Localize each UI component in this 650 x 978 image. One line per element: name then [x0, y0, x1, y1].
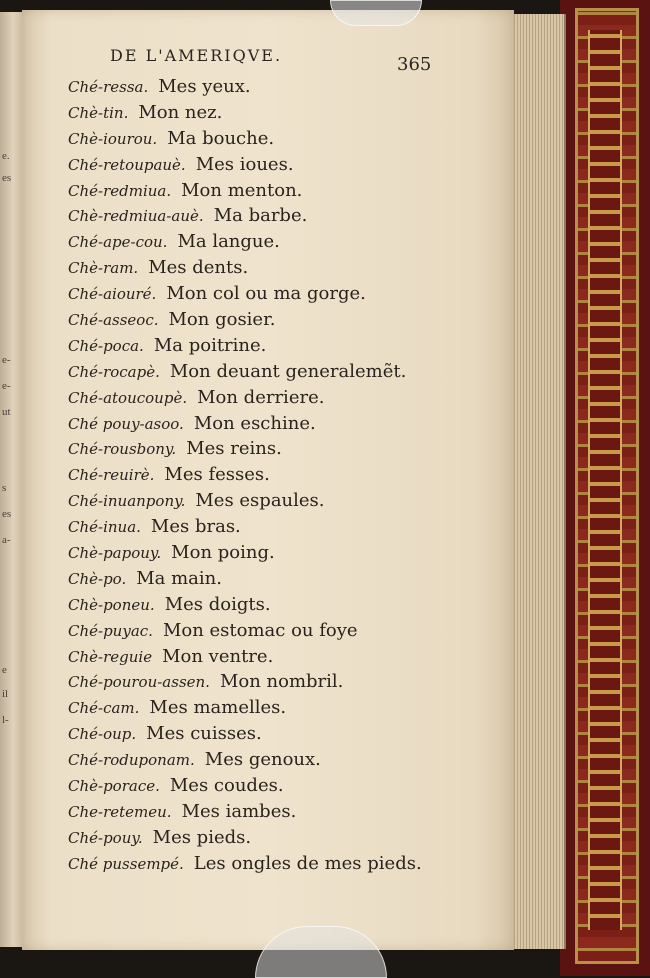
term: Chè-poneu.: [68, 595, 155, 614]
meaning: Mes reins.: [186, 438, 282, 460]
vocabulary-entry: [68, 385, 422, 411]
term: Ché pouy-asoo.: [68, 414, 184, 433]
term: Ché-puyac.: [68, 621, 153, 640]
term: Ché-inua.: [68, 518, 141, 537]
vocabulary-entry: [68, 411, 422, 437]
term: Ché-aiouré.: [68, 285, 157, 304]
vocabulary-entry: [68, 618, 422, 644]
term: Ché-atoucoupè.: [68, 388, 188, 407]
term: Ché-oup.: [68, 725, 137, 744]
meaning: Mes bras.: [150, 516, 241, 538]
left-page: [0, 12, 23, 947]
meaning: Mes dents.: [148, 257, 249, 279]
vocabulary-entry: [68, 540, 422, 566]
meaning: Mon menton.: [181, 179, 303, 201]
vocabulary-entry: [68, 592, 422, 618]
vocabulary-entry: [68, 359, 422, 385]
vocabulary-entry: [68, 669, 422, 695]
vocabulary-entry: [68, 644, 422, 670]
vocabulary-entry: [68, 721, 422, 747]
meaning: Mon ventre.: [162, 645, 274, 667]
margin-fragment: s: [2, 482, 7, 494]
vocabulary-entry: [68, 566, 422, 592]
running-title: DE L'AMERIQVE.: [110, 46, 283, 65]
vocabulary-entry: [68, 74, 422, 100]
meaning: Ma poitrine.: [153, 334, 267, 356]
term: Ché-pouy.: [68, 828, 143, 847]
vocabulary-entry: [68, 695, 422, 721]
meaning: Les ongles de mes pieds.: [193, 852, 422, 874]
vocabulary-entry: [68, 333, 422, 359]
term: Ché-pourou-assen.: [68, 673, 210, 692]
margin-fragment: a-: [2, 534, 11, 546]
margin-fragment: l-: [2, 714, 9, 726]
term: Ché-ressa.: [68, 78, 149, 96]
vocabulary-list: [68, 74, 422, 877]
term: Chè-redmiua-auè.: [68, 207, 204, 226]
term: Che-retemeu.: [68, 802, 172, 821]
margin-fragment: ut: [2, 406, 11, 418]
meaning: Mon estomac ou foye: [162, 619, 358, 641]
term: Chè-ram.: [68, 259, 139, 278]
meaning: Mes fesses.: [164, 464, 270, 486]
vocabulary-entry: [68, 825, 422, 851]
meaning: Ma langue.: [177, 231, 280, 253]
gilt-ornament: [588, 30, 622, 930]
vocabulary-entry: [68, 436, 422, 462]
vocabulary-entry: [68, 773, 422, 799]
term: Ché-asseoc.: [68, 311, 159, 330]
meaning: Mon deuant generalemẽt.: [169, 360, 407, 382]
meaning: Mes ioues.: [195, 153, 294, 175]
vocabulary-entry: [68, 152, 422, 178]
meaning: Mes coudes.: [169, 775, 284, 797]
vocabulary-entry: [68, 255, 422, 281]
meaning: Ma barbe.: [213, 205, 308, 227]
term: Ché-retoupauè.: [68, 155, 186, 174]
right-page: [22, 10, 514, 950]
vocabulary-entry: [68, 100, 422, 126]
vocabulary-entry: [68, 747, 422, 773]
vocabulary-entry: [68, 799, 422, 825]
vocabulary-entry: [68, 514, 422, 540]
vocabulary-entry: [68, 126, 422, 152]
book-clip-top: [330, 0, 422, 26]
vocabulary-entry: [68, 851, 422, 877]
meaning: Ma bouche.: [167, 127, 275, 149]
meaning: Mon gosier.: [168, 309, 276, 331]
term: Chè-papouy.: [68, 544, 162, 563]
meaning: Mes iambes.: [181, 800, 297, 822]
meaning: Mon nez.: [138, 101, 223, 123]
term: Ché-cam.: [68, 699, 140, 718]
term: Chè-iourou.: [68, 129, 158, 148]
meaning: Ma main.: [136, 567, 222, 589]
margin-fragment: es: [2, 172, 12, 184]
meaning: Mon derriere.: [197, 386, 325, 408]
meaning: Mes yeux.: [158, 76, 251, 97]
term: Ché-ape-cou.: [68, 233, 168, 252]
meaning: Mes mamelles.: [149, 697, 287, 719]
meaning: Mes doigts.: [164, 593, 271, 615]
meaning: Mes espaules.: [195, 490, 325, 512]
vocabulary-entry: [68, 178, 422, 204]
page-number: 365: [397, 54, 432, 75]
term: Ché-poca.: [68, 336, 144, 355]
meaning: Mes pieds.: [152, 826, 252, 848]
term: Chè-tin.: [68, 103, 129, 122]
margin-fragment: es: [2, 508, 12, 520]
page-edges: [512, 14, 566, 949]
vocabulary-entry: [68, 229, 422, 255]
term: Ché pussempé.: [68, 854, 184, 873]
term: Ché-inuanpony.: [68, 492, 186, 511]
vocabulary-entry: [68, 203, 422, 229]
meaning: Mes cuisses.: [146, 723, 262, 745]
meaning: Mon poing.: [171, 542, 275, 564]
meaning: Mon eschine.: [193, 412, 316, 434]
term: Ché-rousbony.: [68, 440, 177, 459]
margin-fragment: e.: [2, 150, 10, 162]
term: Ché-rocapè.: [68, 362, 160, 381]
term: Ché-roduponam.: [68, 751, 195, 770]
vocabulary-entry: [68, 281, 422, 307]
meaning: Mon nombril.: [219, 671, 344, 693]
margin-fragment: e-: [2, 380, 11, 392]
term: Chè-porace.: [68, 777, 160, 796]
margin-fragment: e-: [2, 354, 11, 366]
term: Ché-redmiua.: [68, 181, 172, 200]
term: Ché-reuirè.: [68, 466, 155, 485]
meaning: Mon col ou ma gorge.: [166, 283, 366, 305]
margin-fragment: il: [2, 688, 9, 700]
margin-fragment: e: [2, 664, 7, 676]
vocabulary-entry: [68, 462, 422, 488]
vocabulary-entry: [68, 488, 422, 514]
term: Chè-reguie: [68, 647, 153, 666]
meaning: Mes genoux.: [204, 749, 321, 771]
vocabulary-entry: [68, 307, 422, 333]
term: Chè-po.: [68, 569, 127, 588]
